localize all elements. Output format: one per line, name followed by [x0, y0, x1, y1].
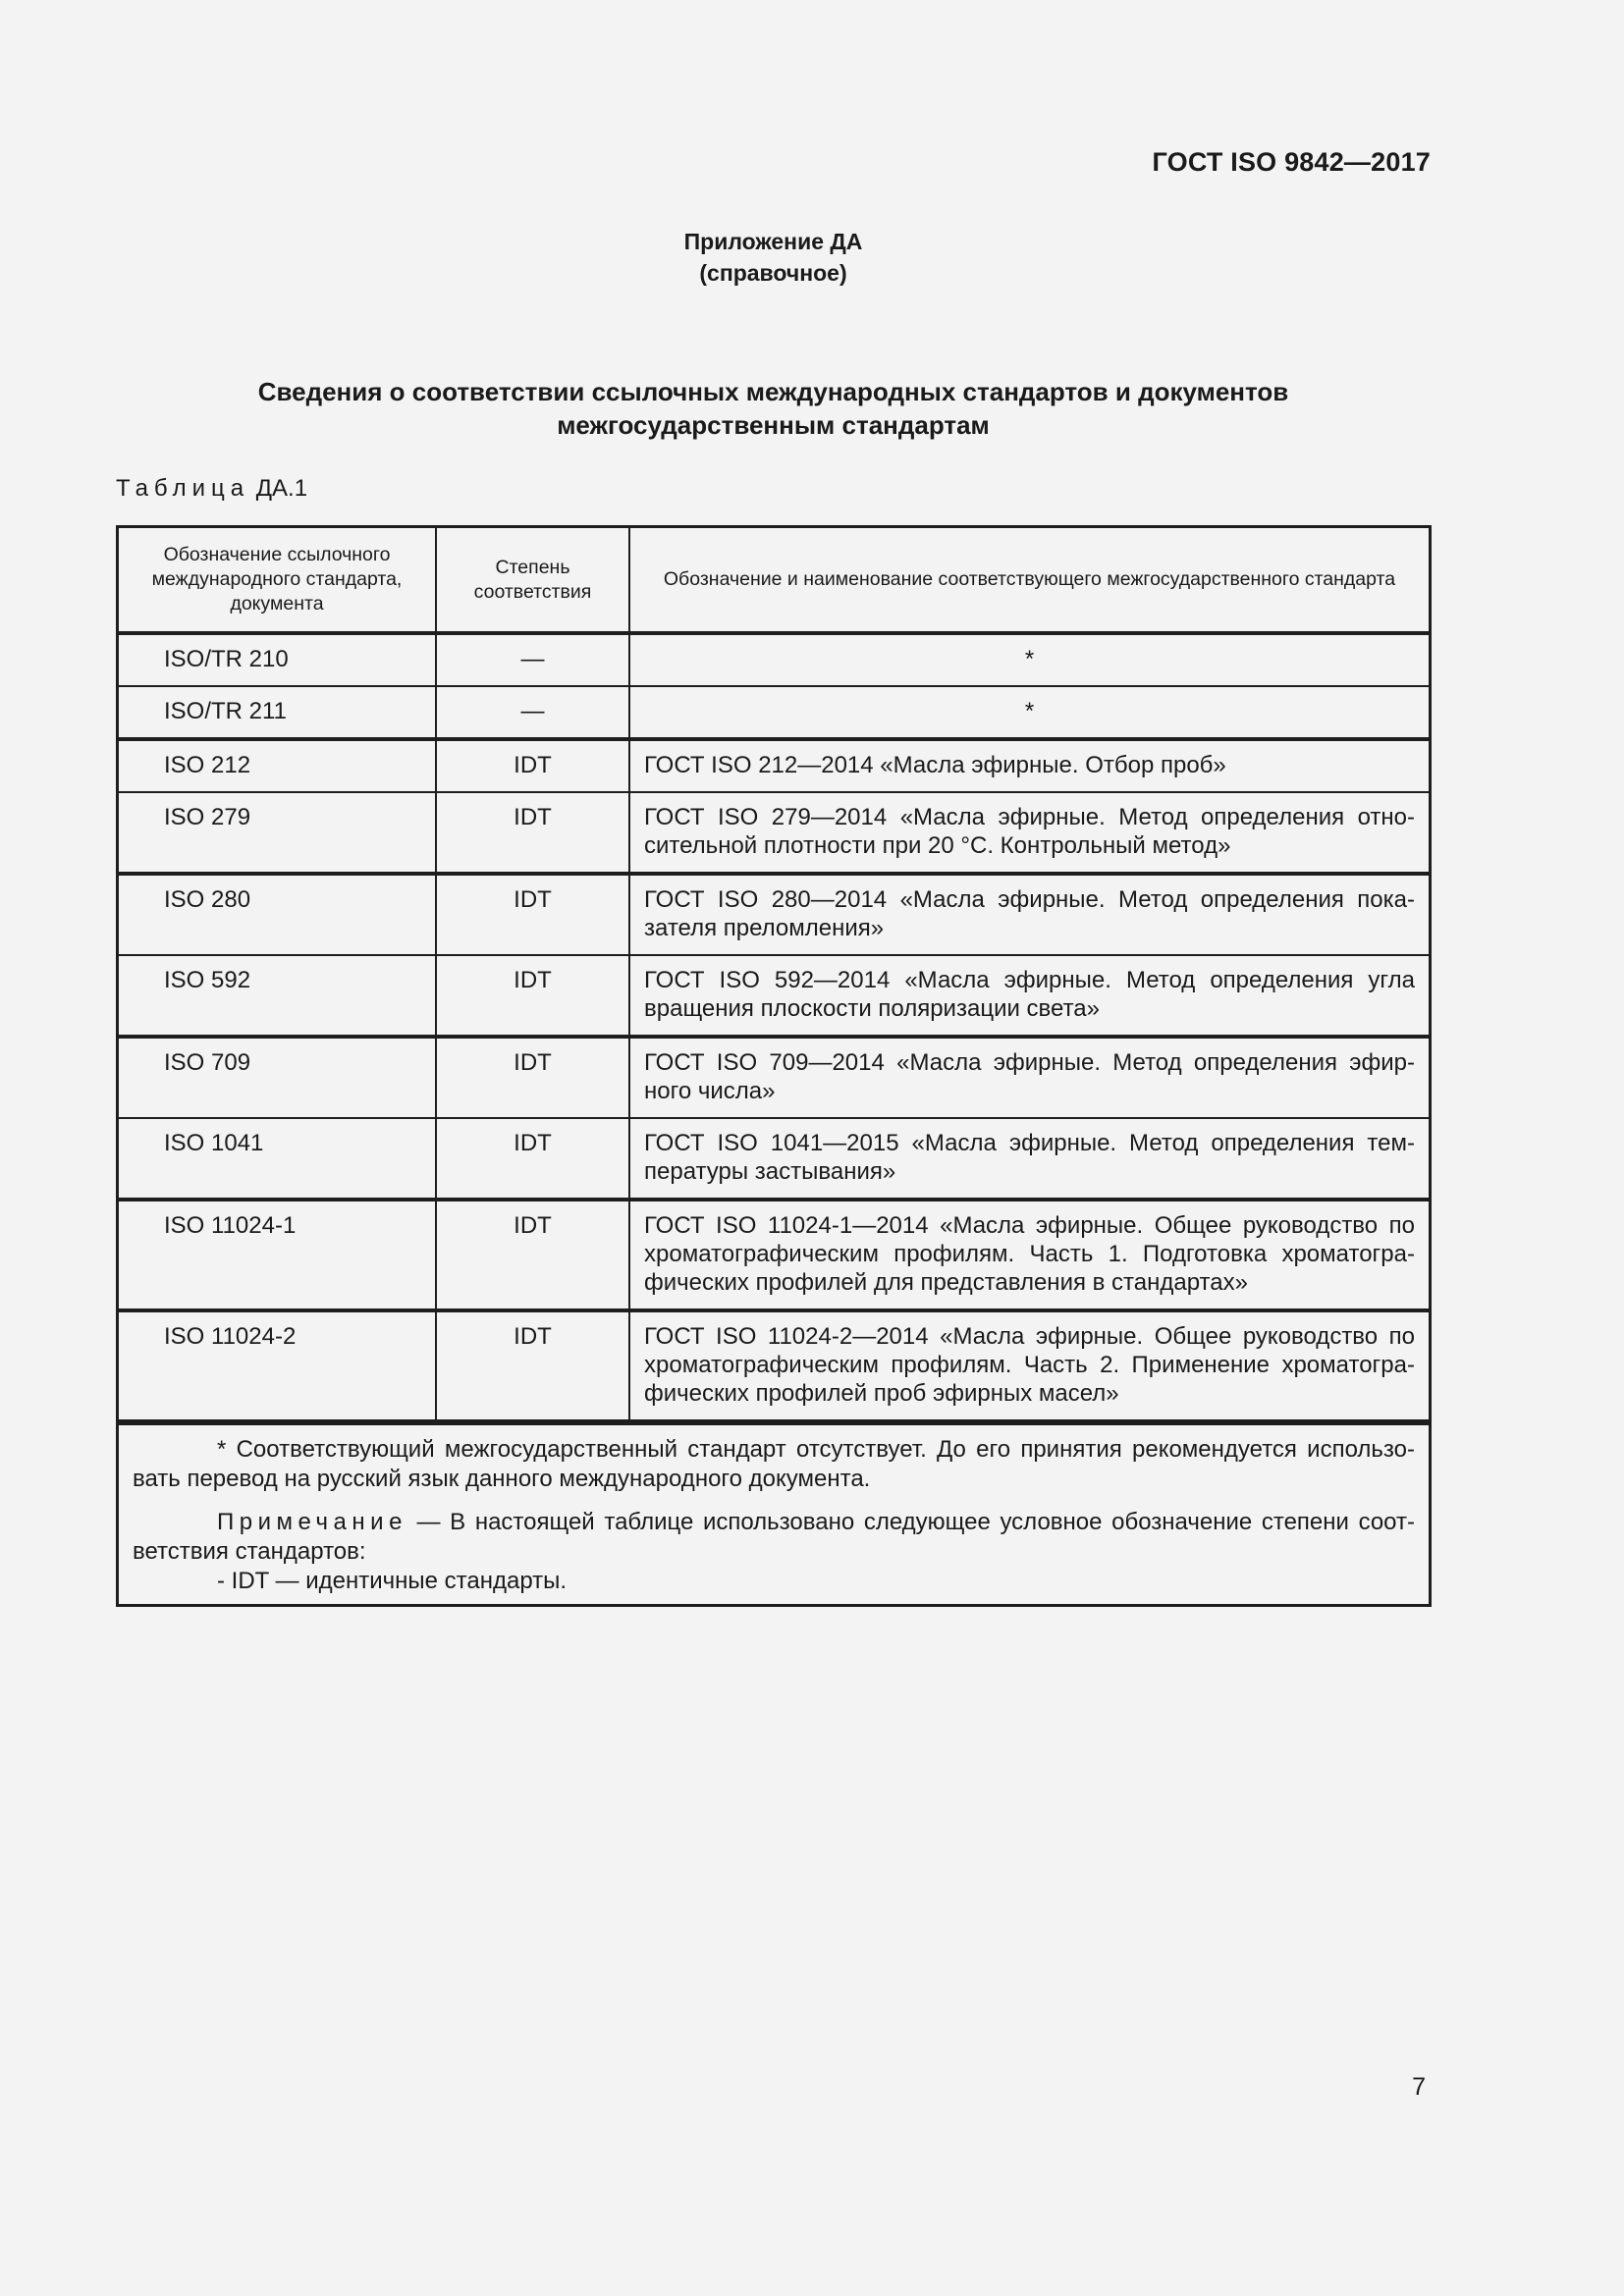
cell-interstate-standard: ГОСТ ISO 11024-1—2014 «Масла эфирные. Общее руководство по хроматографическим профилям. Часть 1. Подготовка хроматографических профилей для представления в стандартах» [629, 1200, 1429, 1310]
cell-degree: IDT [436, 1310, 629, 1420]
table-row [119, 1118, 1429, 1200]
cell-reference: ISO 11024-1 [119, 1200, 436, 1310]
cell-degree: IDT [436, 1118, 629, 1200]
cell-reference: ISO 709 [119, 1037, 436, 1118]
cell-reference: ISO 592 [119, 955, 436, 1037]
table-row [119, 1037, 1429, 1118]
table-header-row [119, 528, 1429, 633]
appendix-type: (справочное) [699, 260, 847, 286]
cell-reference: ISO/TR 211 [119, 686, 436, 739]
table-row [119, 955, 1429, 1037]
cell-interstate-standard: * [629, 686, 1429, 739]
cell-interstate-standard: ГОСТ ISO 212—2014 «Масла эфирные. Отбор проб» [629, 739, 1429, 792]
cell-interstate-standard: ГОСТ ISO 279—2014 «Масла эфирные. Метод определения относительной плотности при 20 °С. Контрольный метод» [629, 792, 1429, 874]
table-row [119, 792, 1429, 874]
table-note [133, 1508, 1415, 1567]
section-heading-line-1: Сведения о соответствии ссылочных международных стандартов и документов [257, 377, 1289, 406]
page-number: 7 [1412, 2073, 1426, 2101]
table-footnote: * Соответствующий межгосударственный стандарт отсутствует. До его принятия рекомендуется использовать перевод на русский язык данного международного документа. [133, 1436, 1415, 1492]
cell-degree: — [436, 633, 629, 686]
table-label-number: ДА.1 [255, 475, 308, 502]
cell-degree: IDT [436, 739, 629, 792]
cell-reference: ISO 212 [119, 739, 436, 792]
table-row [119, 874, 1429, 955]
cell-degree: IDT [436, 1037, 629, 1118]
cell-degree: IDT [436, 792, 629, 874]
table-label [116, 475, 307, 503]
table-row [119, 1310, 1429, 1420]
cell-interstate-standard: * [629, 633, 1429, 686]
cell-interstate-standard: ГОСТ ISO 592—2014 «Масла эфирные. Метод определения угла вращения плоскости поляризации света» [629, 955, 1429, 1037]
table-frame [116, 525, 1432, 1607]
section-heading-line-2: межгосударственным стандартам [557, 410, 990, 440]
cell-interstate-standard: ГОСТ ISO 11024-2—2014 «Масла эфирные. Общее руководство по хроматографическим профилям. Часть 2. Применение хроматографических профилей проб эфирных масел» [629, 1310, 1429, 1420]
note-title: Примечание [217, 1509, 407, 1535]
header-degree: Степень соответствия [436, 528, 629, 633]
cell-degree: IDT [436, 955, 629, 1037]
cell-interstate-standard: ГОСТ ISO 280—2014 «Масла эфирные. Метод определения показателя преломления» [629, 874, 1429, 955]
cell-interstate-standard: ГОСТ ISO 709—2014 «Масла эфирные. Метод определения эфирного числа» [629, 1037, 1429, 1118]
cell-interstate-standard: ГОСТ ISO 1041—2015 «Масла эфирные. Метод определения температуры застывания» [629, 1118, 1429, 1200]
appendix-title: Приложение ДА [683, 229, 863, 254]
correspondence-table [119, 528, 1429, 1421]
cell-reference: ISO 11024-2 [119, 1310, 436, 1420]
section-heading [0, 375, 1546, 442]
cell-degree: IDT [436, 1200, 629, 1310]
table-footer [119, 1421, 1429, 1604]
document-code: ГОСТ ISO 9842—2017 [1152, 147, 1431, 177]
table-row [119, 633, 1429, 686]
cell-reference: ISO/TR 210 [119, 633, 436, 686]
table-row [119, 1200, 1429, 1310]
cell-degree: — [436, 686, 629, 739]
cell-degree: IDT [436, 874, 629, 955]
table-label-word: Таблица [116, 475, 250, 502]
cell-reference: ISO 280 [119, 874, 436, 955]
table-row [119, 739, 1429, 792]
note-item: - IDT — идентичные стандарты. [217, 1568, 568, 1594]
note-text: — В настоящей таблице использовано следующее условное обозначение степени соответствия стандартов: [133, 1509, 1415, 1565]
cell-reference: ISO 1041 [119, 1118, 436, 1200]
header-interstate-standard: Обозначение и наименование соответствующего межгосударственного стандарта [629, 528, 1429, 633]
appendix-header [0, 226, 1546, 289]
cell-reference: ISO 279 [119, 792, 436, 874]
header-reference-standard: Обозначение ссылочного международного стандарта, документа [119, 528, 436, 633]
table-row [119, 686, 1429, 739]
